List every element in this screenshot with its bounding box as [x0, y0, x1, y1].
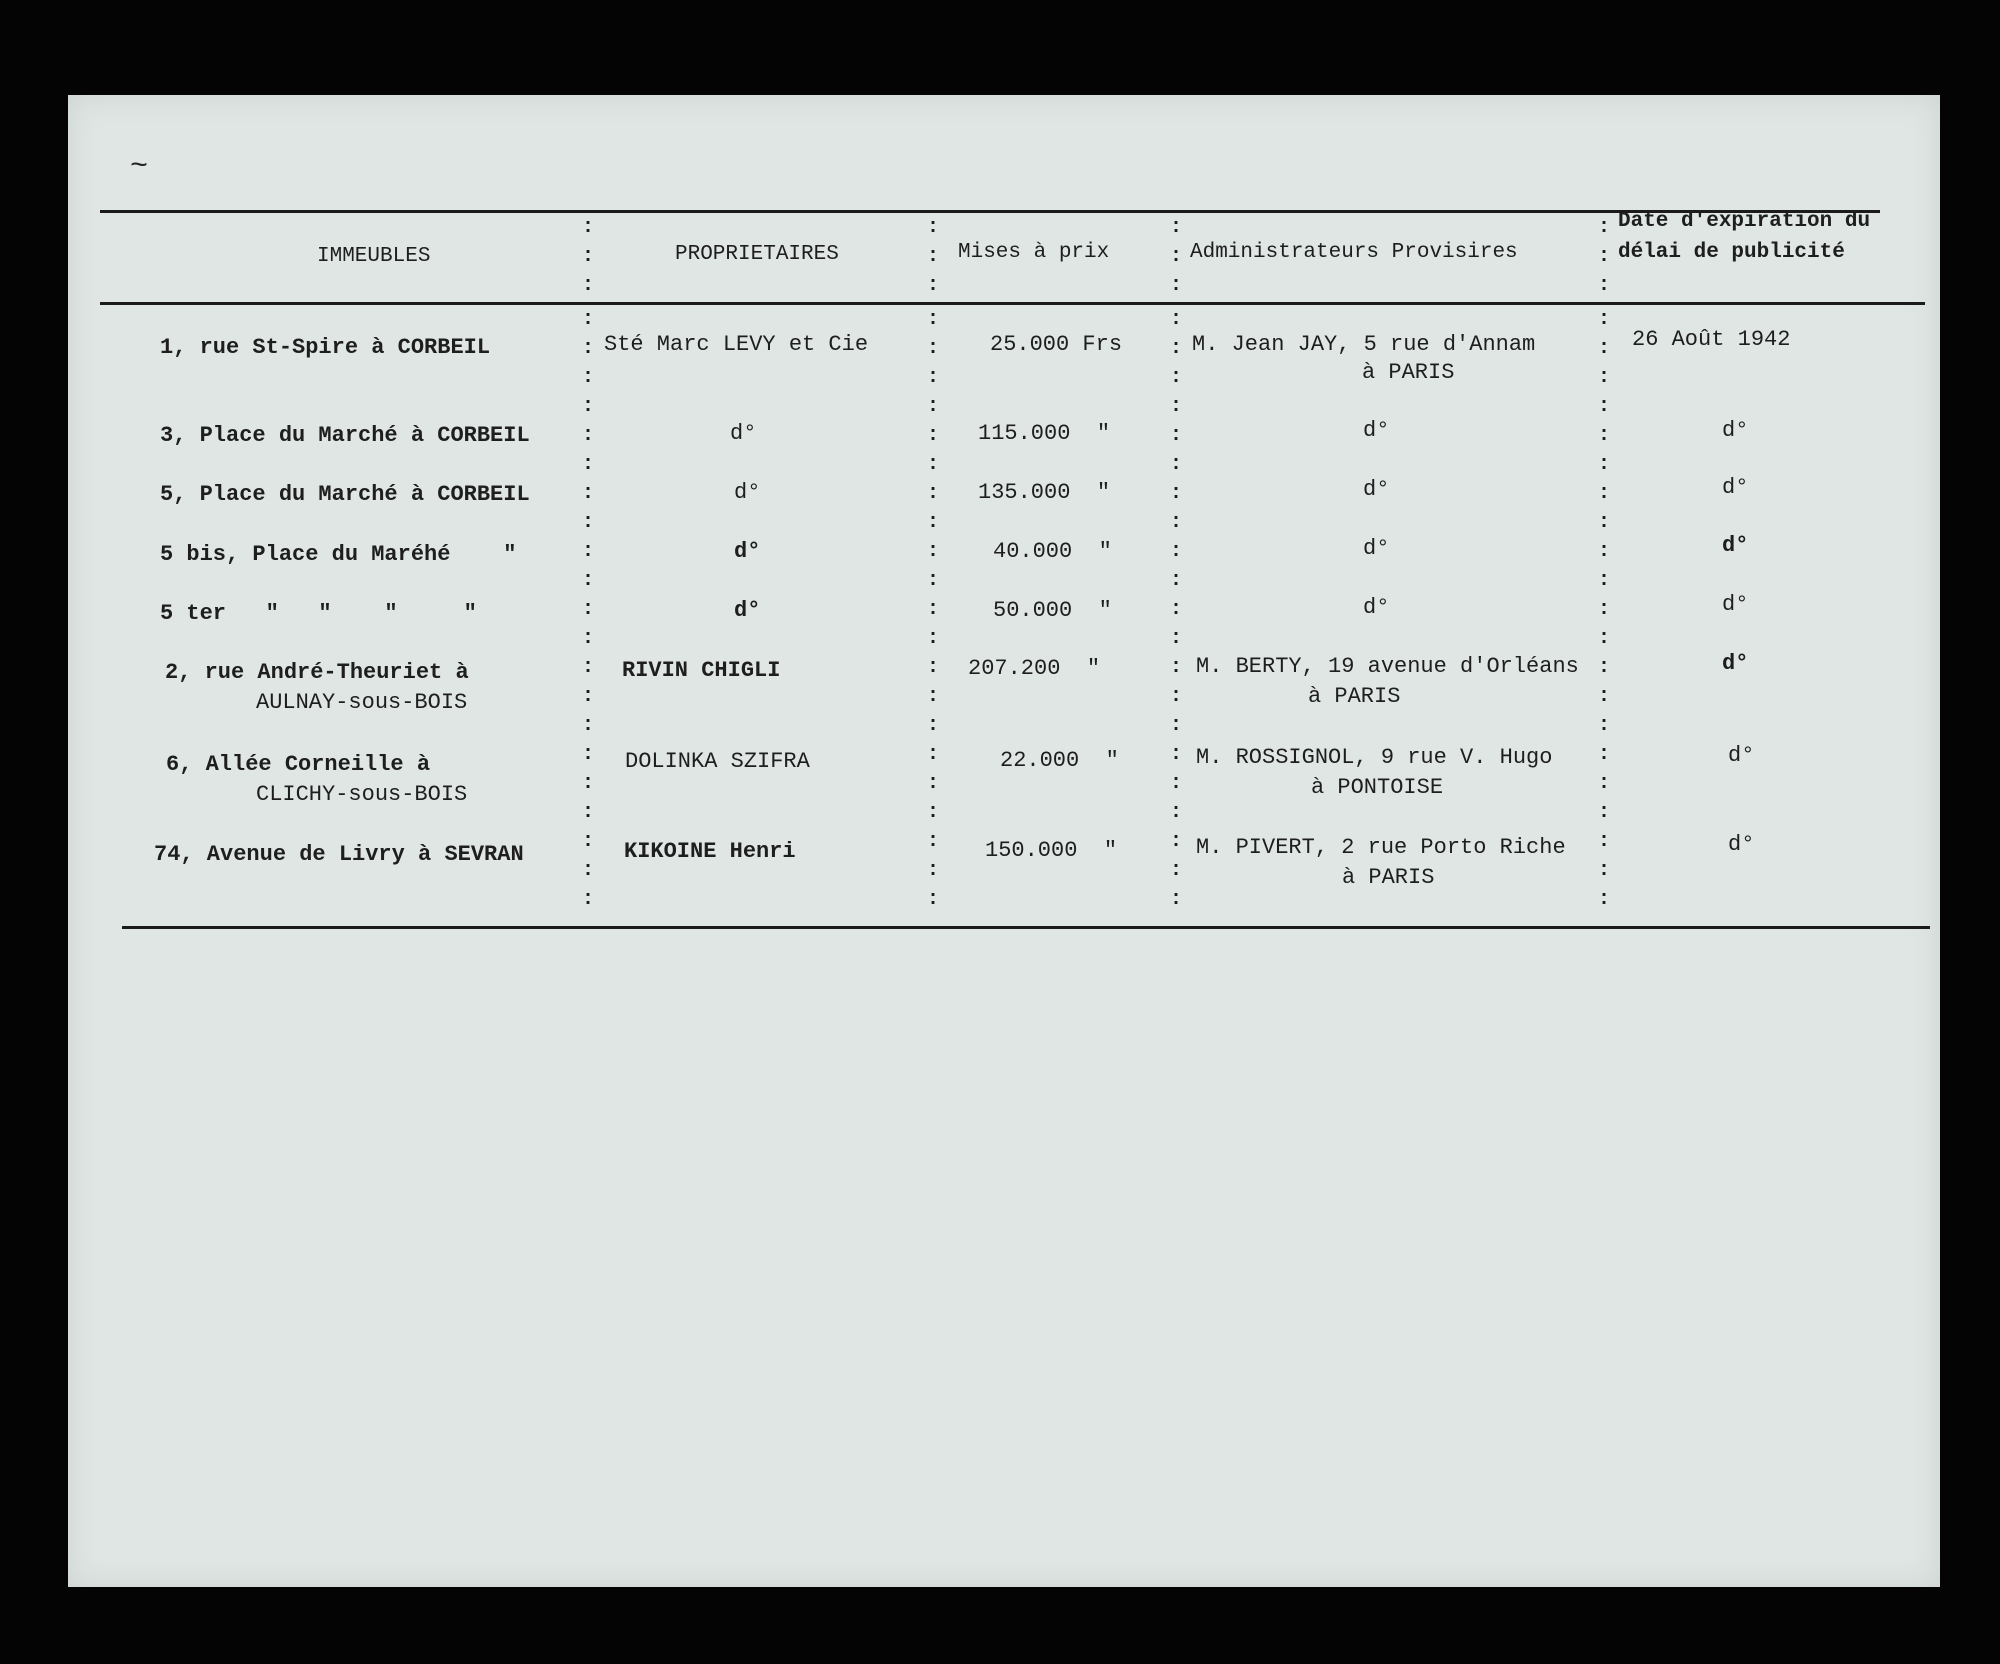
separator-colon: :: [927, 482, 940, 505]
separator-colon: :: [1598, 308, 1611, 331]
separator-colon: :: [1170, 337, 1183, 360]
header-proprietaires: PROPRIETAIRES: [675, 243, 839, 266]
row4-mise: 40.000 ": [993, 539, 1112, 564]
separator-colon: :: [1170, 453, 1183, 476]
separator-colon: :: [1170, 859, 1183, 882]
separator-colon: :: [1170, 656, 1183, 679]
row2-immeuble: 3, Place du Marché à CORBEIL: [160, 423, 530, 448]
separator-colon: :: [927, 569, 940, 592]
separator-colon: :: [1170, 482, 1183, 505]
separator-colon: :: [1170, 685, 1183, 708]
separator-colon: :: [582, 245, 595, 268]
separator-colon: :: [1170, 216, 1183, 239]
separator-colon: :: [1598, 453, 1611, 476]
row2-proprietaire: d°: [730, 421, 757, 446]
separator-colon: :: [1170, 245, 1183, 268]
separator-colon: :: [1598, 598, 1611, 621]
separator-colon: :: [1170, 274, 1183, 297]
separator-colon: :: [582, 656, 595, 679]
separator-colon: :: [1598, 569, 1611, 592]
separator-colon: :: [1598, 216, 1611, 239]
separator-colon: :: [927, 395, 940, 418]
row3-date: d°: [1722, 475, 1749, 500]
separator-colon: :: [1598, 743, 1611, 766]
row7-mise: 22.000 ": [1000, 748, 1119, 773]
separator-colon: :: [1598, 540, 1611, 563]
row1-admin-line2: à PARIS: [1362, 360, 1455, 385]
row6-admin-line2: à PARIS: [1308, 684, 1401, 709]
row7-date: d°: [1728, 743, 1755, 768]
corner-mark: ~: [130, 150, 145, 184]
separator-colon: :: [927, 685, 940, 708]
separator-colon: :: [582, 569, 595, 592]
row5-admin: d°: [1363, 595, 1390, 620]
row4-date: d°: [1722, 533, 1749, 558]
separator-colon: :: [927, 337, 940, 360]
row3-admin: d°: [1363, 477, 1390, 502]
separator-colon: :: [927, 627, 940, 650]
separator-colon: :: [1598, 656, 1611, 679]
separator-colon: :: [1170, 830, 1183, 853]
separator-colon: :: [582, 366, 595, 389]
separator-colon: :: [1598, 714, 1611, 737]
header-date-line2: délai de publicité: [1618, 241, 1845, 264]
separator-colon: :: [1598, 685, 1611, 708]
row8-admin-line2: à PARIS: [1342, 865, 1435, 890]
separator-colon: :: [1598, 274, 1611, 297]
separator-colon: :: [1170, 569, 1183, 592]
row6-date: d°: [1722, 651, 1749, 676]
row6-immeuble-line2: AULNAY-sous-BOIS: [256, 690, 468, 715]
separator-colon: :: [1170, 627, 1183, 650]
separator-colon: :: [927, 216, 940, 239]
separator-colon: :: [927, 308, 940, 331]
header-administrateurs: Administrateurs Provisires: [1190, 241, 1518, 264]
separator-colon: :: [1170, 308, 1183, 331]
separator-colon: :: [582, 598, 595, 621]
separator-colon: :: [1598, 511, 1611, 534]
separator-colon: :: [1598, 395, 1611, 418]
row6-immeuble-line1: 2, rue André-Theuriet à: [165, 660, 469, 685]
separator-colon: :: [1170, 366, 1183, 389]
row1-mise: 25.000 Frs: [990, 332, 1123, 357]
separator-colon: :: [1598, 830, 1611, 853]
row7-admin-line1: M. ROSSIGNOL, 9 rue V. Hugo: [1196, 745, 1553, 770]
separator-colon: :: [582, 511, 595, 534]
row6-admin-line1: M. BERTY, 19 avenue d'Orléans: [1196, 654, 1579, 679]
separator-colon: :: [1170, 511, 1183, 534]
separator-colon: :: [582, 801, 595, 824]
separator-colon: :: [1170, 424, 1183, 447]
row1-immeuble: 1, rue St-Spire à CORBEIL: [160, 335, 491, 360]
header-date-line1: Date d'expiration du: [1618, 210, 1871, 233]
separator-colon: :: [582, 337, 595, 360]
separator-colon: :: [927, 801, 940, 824]
separator-colon: :: [927, 772, 940, 795]
separator-colon: :: [582, 830, 595, 853]
row8-proprietaire: KIKOINE Henri: [624, 839, 796, 864]
separator-colon: :: [1170, 540, 1183, 563]
separator-colon: :: [927, 888, 940, 911]
separator-colon: :: [927, 511, 940, 534]
separator-colon: :: [927, 366, 940, 389]
separator-colon: :: [582, 743, 595, 766]
row2-admin: d°: [1363, 418, 1390, 443]
separator-colon: :: [582, 482, 595, 505]
row3-mise: 135.000 ": [978, 480, 1111, 505]
row2-date: d°: [1722, 418, 1749, 443]
separator-colon: :: [582, 627, 595, 650]
separator-colon: :: [1598, 366, 1611, 389]
row8-immeuble: 74, Avenue de Livry à SEVRAN: [154, 842, 524, 867]
row5-proprietaire: d°: [734, 598, 761, 623]
row6-mise: 207.200 ": [968, 656, 1101, 681]
separator-colon: :: [927, 274, 940, 297]
separator-colon: :: [1598, 482, 1611, 505]
row7-immeuble-line1: 6, Allée Corneille à: [166, 752, 431, 777]
separator-colon: :: [1598, 337, 1611, 360]
separator-colon: :: [927, 743, 940, 766]
header-mises: Mises à prix: [958, 241, 1110, 264]
separator-colon: :: [1598, 859, 1611, 882]
separator-colon: :: [927, 598, 940, 621]
row4-admin: d°: [1363, 536, 1390, 561]
row5-immeuble: 5 ter " " " ": [160, 601, 477, 626]
separator-colon: :: [582, 772, 595, 795]
separator-colon: :: [1170, 772, 1183, 795]
separator-colon: :: [1170, 888, 1183, 911]
separator-colon: :: [927, 453, 940, 476]
separator-colon: :: [1170, 395, 1183, 418]
row7-admin-line2: à PONTOISE: [1311, 775, 1444, 800]
row8-mise: 150.000 ": [985, 838, 1118, 863]
separator-colon: :: [1598, 888, 1611, 911]
separator-colon: :: [582, 859, 595, 882]
separator-colon: :: [1598, 772, 1611, 795]
separator-colon: :: [1598, 424, 1611, 447]
separator-colon: :: [1170, 743, 1183, 766]
row2-mise: 115.000 ": [978, 421, 1111, 446]
separator-colon: :: [582, 540, 595, 563]
row5-mise: 50.000 ": [993, 598, 1112, 623]
separator-colon: :: [927, 830, 940, 853]
separator-colon: :: [927, 540, 940, 563]
row4-immeuble: 5 bis, Place du Maréhé ": [160, 542, 517, 567]
row7-immeuble-line2: CLICHY-sous-BOIS: [256, 782, 468, 807]
header-bottom-rule: [100, 302, 1925, 305]
top-rule: [100, 210, 1880, 213]
separator-colon: :: [1598, 245, 1611, 268]
separator-colon: :: [1170, 598, 1183, 621]
separator-colon: :: [927, 656, 940, 679]
row1-admin-line1: M. Jean JAY, 5 rue d'Annam: [1192, 332, 1536, 357]
row5-date: d°: [1722, 592, 1749, 617]
separator-colon: :: [927, 424, 940, 447]
row4-proprietaire: d°: [734, 539, 761, 564]
separator-colon: :: [582, 714, 595, 737]
separator-colon: :: [582, 274, 595, 297]
row1-date: 26 Août 1942: [1632, 327, 1791, 352]
row1-proprietaire: Sté Marc LEVY et Cie: [604, 332, 869, 357]
separator-colon: :: [582, 453, 595, 476]
separator-colon: :: [582, 395, 595, 418]
separator-colon: :: [1170, 714, 1183, 737]
separator-colon: :: [927, 714, 940, 737]
separator-colon: :: [927, 859, 940, 882]
separator-colon: :: [1170, 801, 1183, 824]
separator-colon: :: [582, 424, 595, 447]
row8-date: d°: [1728, 832, 1755, 857]
row3-proprietaire: d°: [734, 480, 761, 505]
separator-colon: :: [927, 245, 940, 268]
row8-admin-line1: M. PIVERT, 2 rue Porto Riche: [1196, 835, 1566, 860]
separator-colon: :: [582, 216, 595, 239]
separator-colon: :: [582, 685, 595, 708]
separator-colon: :: [1598, 627, 1611, 650]
row3-immeuble: 5, Place du Marché à CORBEIL: [160, 482, 530, 507]
row7-proprietaire: DOLINKA SZIFRA: [625, 749, 810, 774]
table-bottom-rule: [122, 926, 1930, 929]
separator-colon: :: [582, 308, 595, 331]
separator-colon: :: [582, 888, 595, 911]
row6-proprietaire: RIVIN CHIGLI: [622, 658, 781, 683]
separator-colon: :: [1598, 801, 1611, 824]
header-immeubles: IMMEUBLES: [317, 245, 431, 268]
